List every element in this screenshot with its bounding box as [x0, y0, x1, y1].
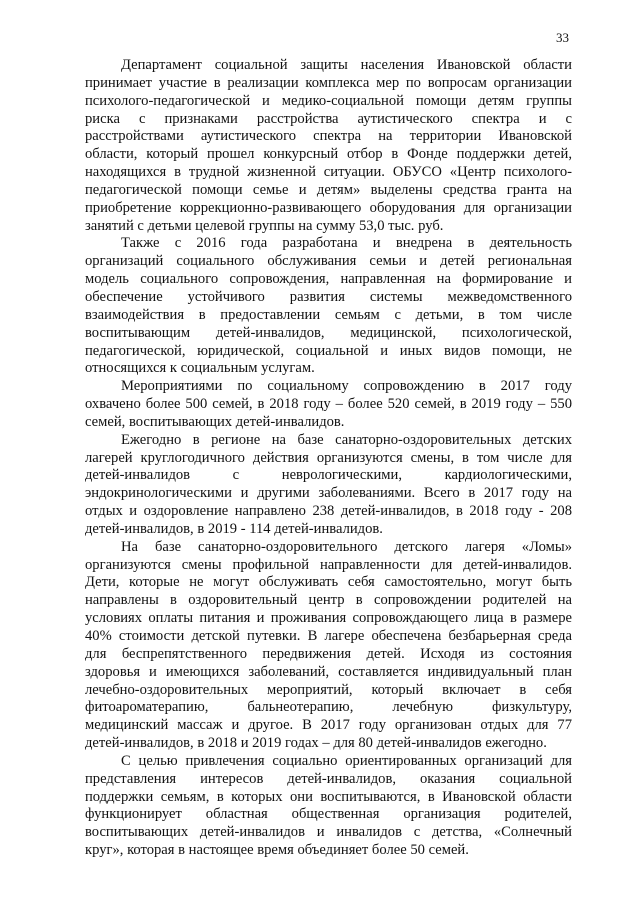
paragraph-line: здоровья и имеющихся заболеваний, составляется индивидуальный план	[85, 663, 572, 680]
paragraph	[85, 57, 572, 235]
paragraph-line: воспитывающим детей-инвалидов, медицинской, психологической,	[85, 324, 572, 341]
paragraph-line: расстройствами аутистического спектра на территории Ивановской	[85, 128, 572, 145]
page-number: 33	[556, 30, 569, 45]
paragraph-line: условиях оплаты питания и проживания сопровождающего лица в размере	[85, 610, 572, 627]
paragraph-line: детей-инвалидов с неврологическими, кардиологическими,	[85, 467, 572, 484]
paragraph-line: фитоароматерапию, бальнеотерапию, лечебную физкультуру,	[85, 699, 572, 716]
paragraph-line: лечебно-оздоровительных мероприятий, который включает в себя	[85, 681, 572, 698]
paragraph-line: относящихся к социальным услугам.	[85, 360, 315, 377]
paragraph-line: детей-инвалидов, в 2018 и 2019 годах – для 80 детей-инвалидов ежегодно.	[85, 735, 547, 752]
paragraph-line: круг», которая в настоящее время объединяет более 50 семей.	[85, 842, 469, 859]
paragraph-line: охвачено более 500 семей, в 2018 году – более 520 семей, в 2019 году – 550	[85, 396, 572, 413]
paragraph-line: представления интересов детей-инвалидов, оказания социальной	[85, 770, 572, 787]
paragraph-line: модель социального сопровождения, направленная на формирование и	[85, 271, 572, 288]
paragraph-line: педагогической, юридической, социальной и иных видов помощи, не	[85, 342, 572, 359]
paragraph-line: организаций социального обслуживания семьи и детей региональная	[85, 253, 572, 270]
paragraph-line: детей-инвалидов, в 2019 - 114 детей-инвалидов.	[85, 520, 383, 537]
paragraph-line: занятий с детьми целевой группы на сумму 53,0 тыс. руб.	[85, 217, 444, 234]
paragraph-line: находящихся в трудной жизненной ситуации. ОБУСО «Центр психолого-	[85, 164, 572, 181]
paragraph-line: Ежегодно в регионе на базе санаторно-оздоровительных детских	[121, 431, 572, 448]
paragraph-line: отдых и оздоровление направлено 238 детей-инвалидов, в 2018 году - 208	[85, 503, 572, 520]
paragraph-line: Мероприятиями по социальному сопровождению в 2017 году	[121, 378, 572, 395]
paragraph-line: приобретение коррекционно-развивающего оборудования для организации	[85, 199, 572, 216]
paragraph-line: направлены в оздоровительный центр в сопровождении родителей на	[85, 592, 572, 609]
paragraph-line: воспитывающих детей-инвалидов и инвалидов с детства, «Солнечный	[85, 824, 572, 841]
paragraph	[85, 432, 572, 539]
paragraph-line: организуются смены профильной направленности для детей-инвалидов.	[85, 556, 572, 573]
paragraph-line: принимает участие в реализации комплекса мер по вопросам организации	[85, 74, 572, 91]
paragraph-line: С целью привлечения социально ориентированных организаций для	[121, 752, 572, 769]
paragraph	[85, 378, 572, 432]
paragraph-line: поддержки семьям, в которых они воспитываются, в Ивановской области	[85, 788, 572, 805]
paragraph-line: взаимодействия в предоставлении семьям с детьми, в том числе	[85, 306, 572, 323]
paragraph	[85, 539, 572, 753]
paragraph-line: Дети, которые не могут обслуживать себя самостоятельно, могут быть	[85, 574, 572, 591]
paragraph-line: Департамент социальной защиты населения Ивановской области	[121, 57, 572, 73]
paragraph-line: 40% стоимости детской путевки. В лагере обеспечена безбарьерная среда	[85, 628, 572, 644]
paragraph-line: Также с 2016 года разработана и внедрена в деятельность	[121, 235, 572, 252]
paragraph-line: медицинский массаж и другое. В 2017 году организован отдых для 77	[85, 717, 572, 734]
paragraph-line: области, который прошел конкурсный отбор в Фонде поддержки детей,	[85, 146, 572, 163]
paragraph-line: для беспрепятственного передвижения детей. Исходя из состояния	[85, 645, 572, 662]
paragraph-line: семей, воспитывающих детей-инвалидов.	[85, 413, 345, 430]
paragraph-line: лагерей круглогодичного действия организуются смены, в том числе для	[85, 449, 572, 466]
paragraph-line: обеспечение устойчивого развития системы межведомственного	[85, 288, 572, 305]
paragraph-line: психолого-педагогической и медико-социальной помощи детям группы	[85, 92, 572, 109]
paragraph	[85, 753, 572, 860]
paragraph-line: На базе санаторно-оздоровительного детского лагеря «Ломы»	[121, 538, 572, 555]
paragraph-line: риска с признаками расстройства аутистического спектра и с	[85, 110, 572, 127]
paragraph-line: эндокринологическими и другими заболеваниями. Всего в 2017 году на	[85, 485, 572, 502]
body-text	[85, 57, 572, 860]
paragraph-line: педагогической помощи семье и детям» выделены средства гранта на	[85, 181, 572, 198]
paragraph-line: функционирует областная общественная организация родителей,	[85, 806, 572, 823]
paragraph	[85, 235, 572, 378]
